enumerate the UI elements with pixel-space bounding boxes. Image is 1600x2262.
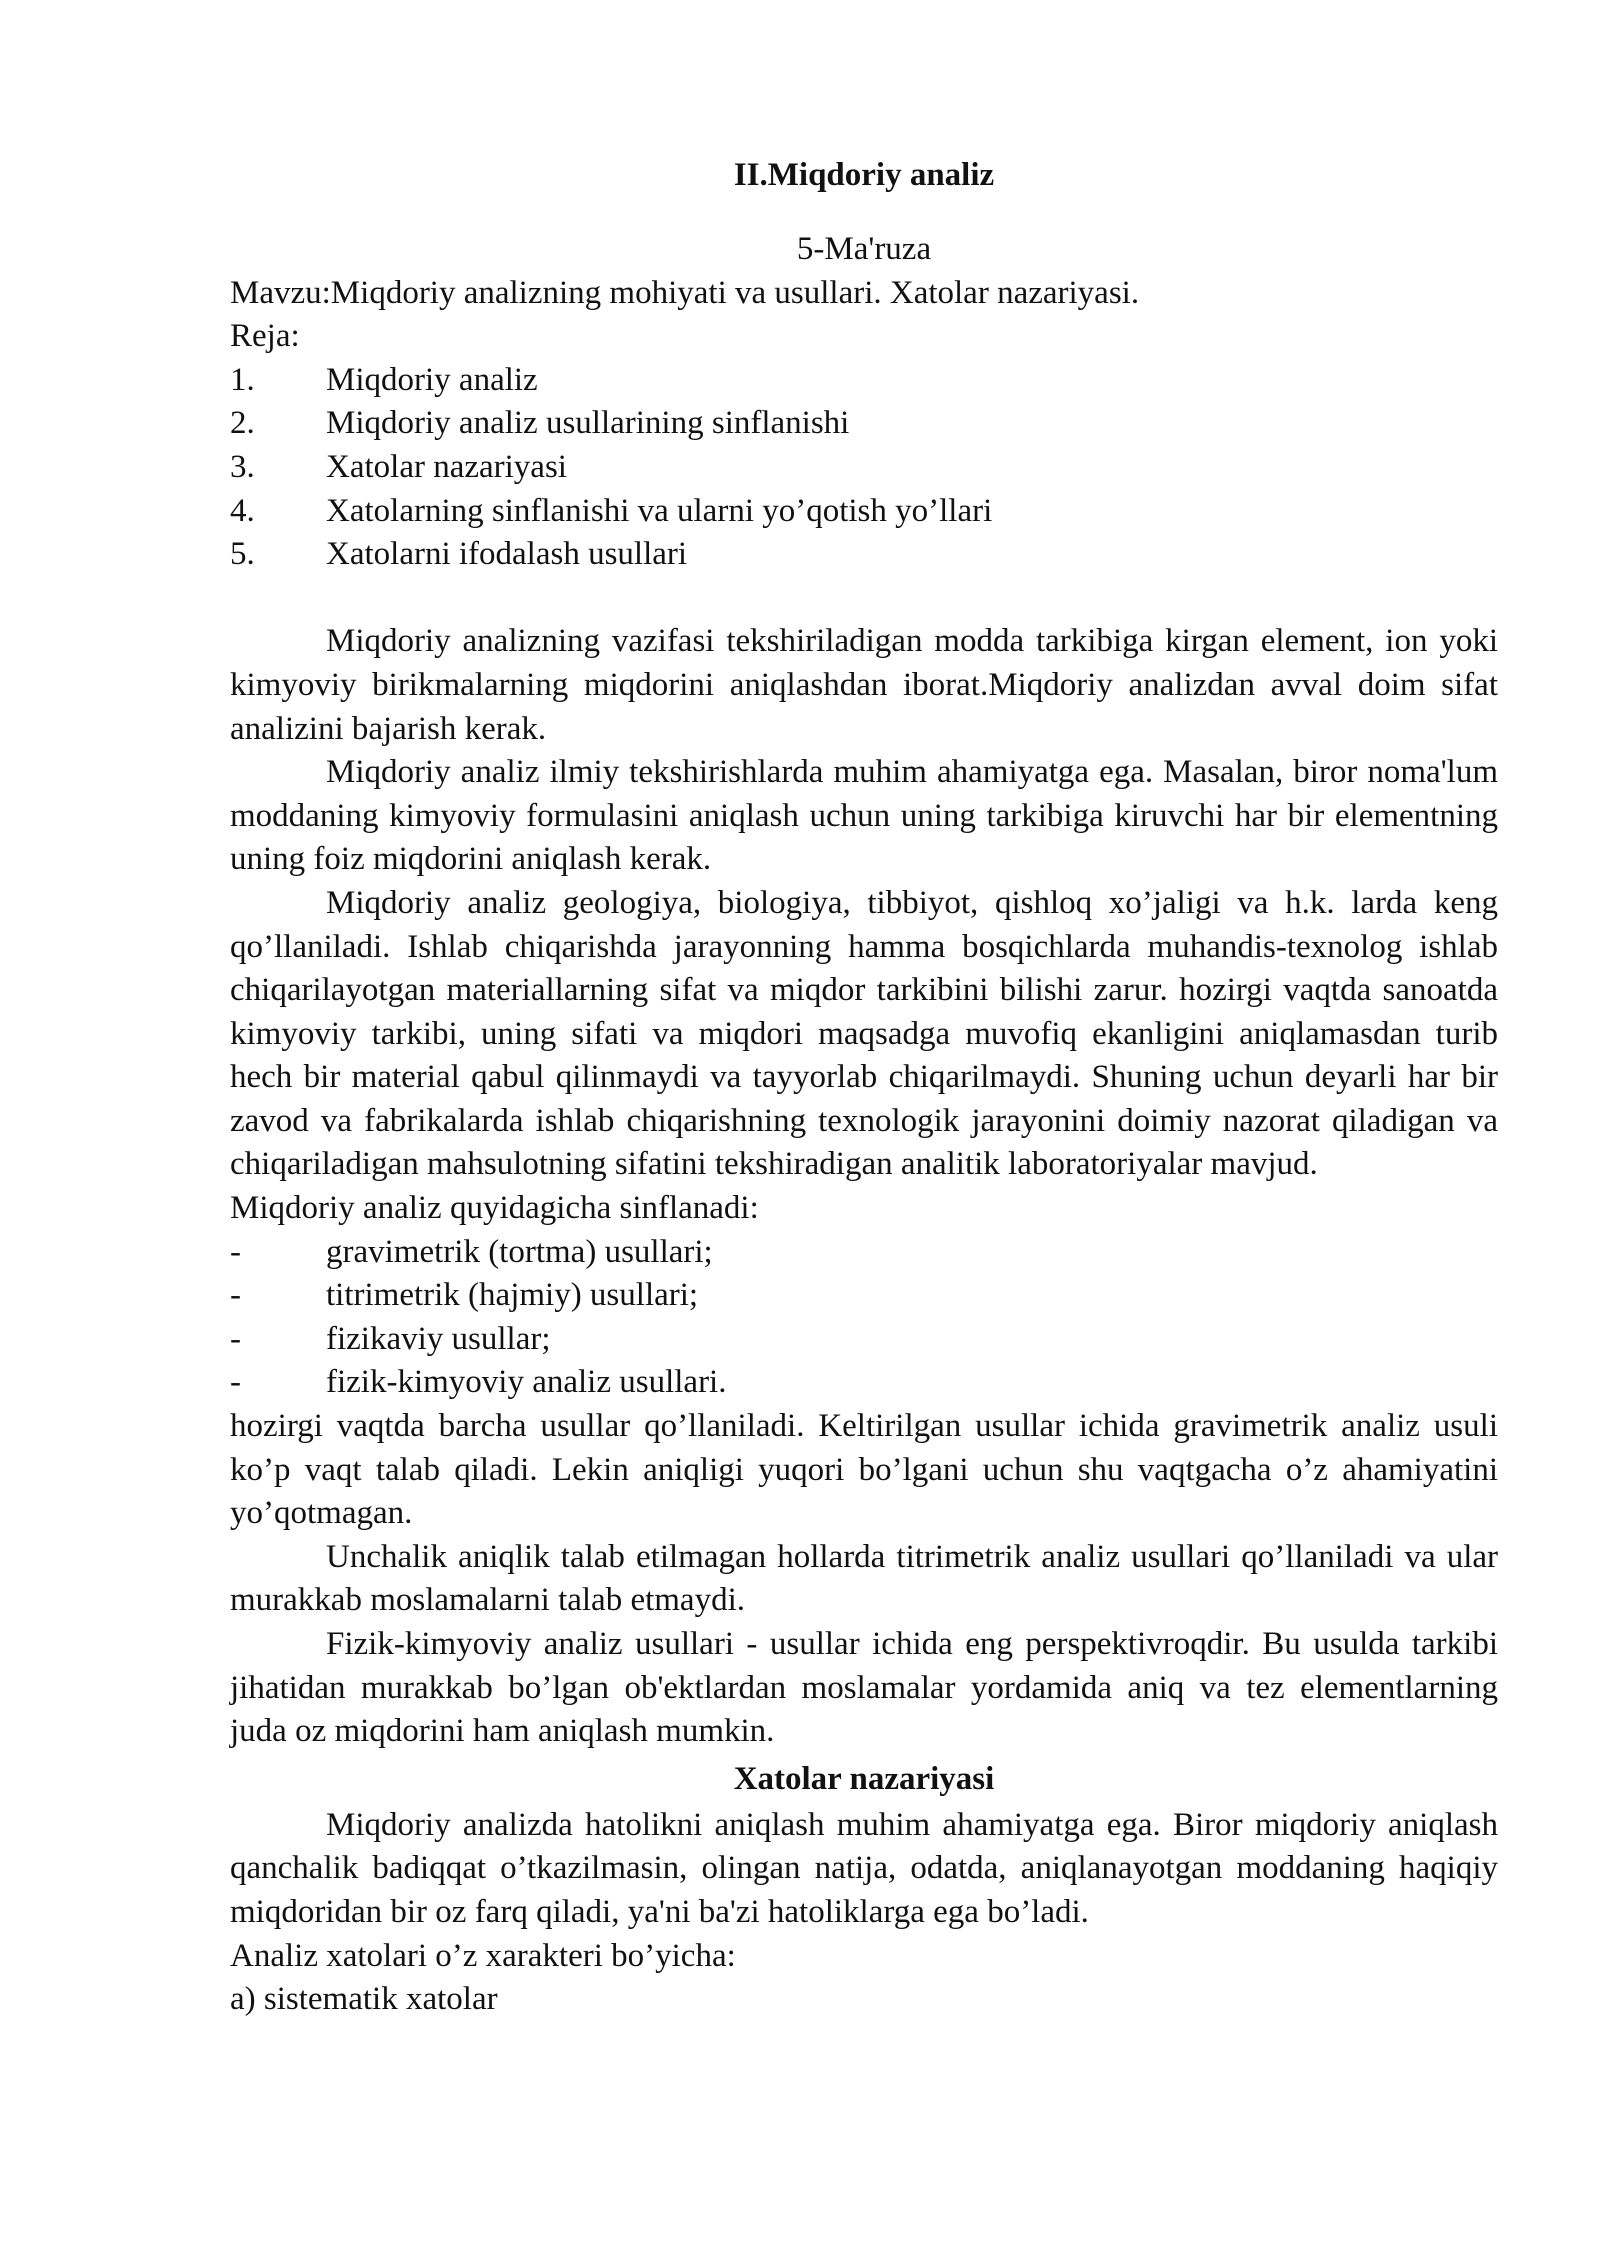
errors-intro: Analiz xatolari o’z xarakteri bo’yicha:: [230, 1937, 736, 1974]
body-paragraph: Miqdoriy analizda hatolikni aniqlash muhim ahamiyatga ega. Biror miqdoriy aniqlash qanchalik badiqqat o’tkazilmasin, olingan natija, odatda, aniqlanayotgan moddaning haqiqiy miqdoridan bir oz farq qiladi, ya'ni ba'zi hatoliklarga ega bo’ladi.: [230, 1806, 1498, 1930]
list-dash: -: [230, 1364, 241, 1401]
body-paragraph: Miqdoriy analizning vazifasi tekshiriladigan modda tarkibiga kirgan element, ion yoki kimyoviy birikmalarning miqdorini aniqlashdan iborat.Miqdoriy analizdan avval doim sifat analizini bajarish kerak.: [230, 623, 1498, 747]
plan-item-text: Miqdoriy analiz: [326, 361, 538, 398]
plan-item: [230, 490, 1498, 534]
plan-item-text: Xatolar nazariyasi: [326, 448, 567, 485]
method-item-text: titrimetrik (hajmiy) usullari;: [326, 1277, 699, 1314]
plan-label: Reja:: [230, 318, 300, 355]
plan-item-text: Miqdoriy analiz usullarining sinflanishi: [326, 405, 850, 442]
plan-list: [230, 359, 1498, 577]
plan-item: [230, 402, 1498, 446]
plan-item-number: 5.: [230, 536, 255, 573]
list-dash: -: [230, 1277, 241, 1314]
body-paragraph: Miqdoriy analiz ilmiy tekshirishlarda muhim ahamiyatga ega. Masalan, biror noma'lum moddaning kimyoviy formulasini aniqlash uchun uning tarkibiga kiruvchi har bir elementning uning foiz miqdorini aniqlash kerak.: [230, 754, 1498, 878]
lecture-number: 5-Ma'ruza: [796, 231, 932, 267]
plan-item-number: 1.: [230, 361, 255, 398]
document-title: II.Miqdoriy analiz: [733, 157, 995, 193]
plan-item-number: 3.: [230, 448, 255, 485]
classification-intro: Miqdoriy analiz quyidagicha sinflanadi:: [230, 1190, 759, 1227]
method-item-text: gravimetrik (tortma) usullari;: [326, 1233, 713, 1270]
lecture-topic: Mavzu:Miqdoriy analizning mohiyati va usullari. Xatolar nazariyasi.: [230, 274, 1140, 311]
method-item: [230, 1318, 1498, 1362]
methods-list: [230, 1231, 1498, 1405]
body-paragraph: Fizik-kimyoviy analiz usullari - usullar ichida eng perspektivroqdir. Bu usulda tarkibi jihatidan murakkab bo’lgan ob'ektlardan moslamalar yordamida aniq va tez elementlarning juda oz miqdorini ham aniqlash mumkin.: [230, 1626, 1498, 1750]
method-item: [230, 1231, 1498, 1275]
body-paragraph: Unchalik aniqlik talab etilmagan hollarda titrimetrik analiz usullari qo’llaniladi va ular murakkab moslamalarni talab etmaydi.: [230, 1538, 1498, 1619]
blank-line: [230, 577, 1498, 621]
plan-item-text: Xatolarning sinflanishi va ularni yo’qotish yo’llari: [326, 492, 993, 529]
plan-item-text: Xatolarni ifodalash usullari: [326, 536, 688, 573]
document-page: [230, 150, 1498, 2022]
method-item: [230, 1274, 1498, 1318]
plan-item: [230, 533, 1498, 577]
list-dash: -: [230, 1320, 241, 1357]
method-item: [230, 1361, 1498, 1405]
method-item-text: fizikaviy usullar;: [326, 1320, 551, 1357]
method-item-text: fizik-kimyoviy analiz usullari.: [326, 1364, 727, 1401]
plan-item-number: 2.: [230, 405, 255, 442]
errors-item: a) sistematik xatolar: [230, 1981, 498, 2018]
plan-item: [230, 359, 1498, 403]
body-paragraph: Miqdoriy analiz geologiya, biologiya, tibbiyot, qishloq xo’jaligi va h.k. larda keng qo’llaniladi. Ishlab chiqarishda jarayonning hamma bosqichlarda muhandis-texnolog ishlab chiqarilayotgan materiallarning sifat va miqdor tarkibini bilishi zarur. hozirgi vaqtda sanoatda kimyoviy tarkibi, uning sifati va miqdori maqsadga muvofiq ekanligini aniqlamasdan turib hech bir material qabul qilinmaydi va tayyorlab chiqarilmaydi. Shuning uchun deyarli har bir zavod va fabrikalarda ishlab chiqarishning texnologik jarayonini doimiy nazorat qiladigan va chiqariladigan mahsulotning sifatini tekshiradigan analitik laboratoriyalar mavjud.: [230, 884, 1498, 1183]
section-heading: Xatolar nazariyasi: [733, 1760, 995, 1797]
plan-item-number: 4.: [230, 492, 255, 529]
plan-item: [230, 446, 1498, 490]
body-paragraph: hozirgi vaqtda barcha usullar qo’llaniladi. Keltirilgan usullar ichida gravimetrik analiz usuli ko’p vaqt talab qiladi. Lekin aniqligi yuqori bo’lgani uchun shu vaqtgacha o’z ahamiyatini yo’qotmagan.: [230, 1408, 1498, 1532]
list-dash: -: [230, 1233, 241, 1270]
